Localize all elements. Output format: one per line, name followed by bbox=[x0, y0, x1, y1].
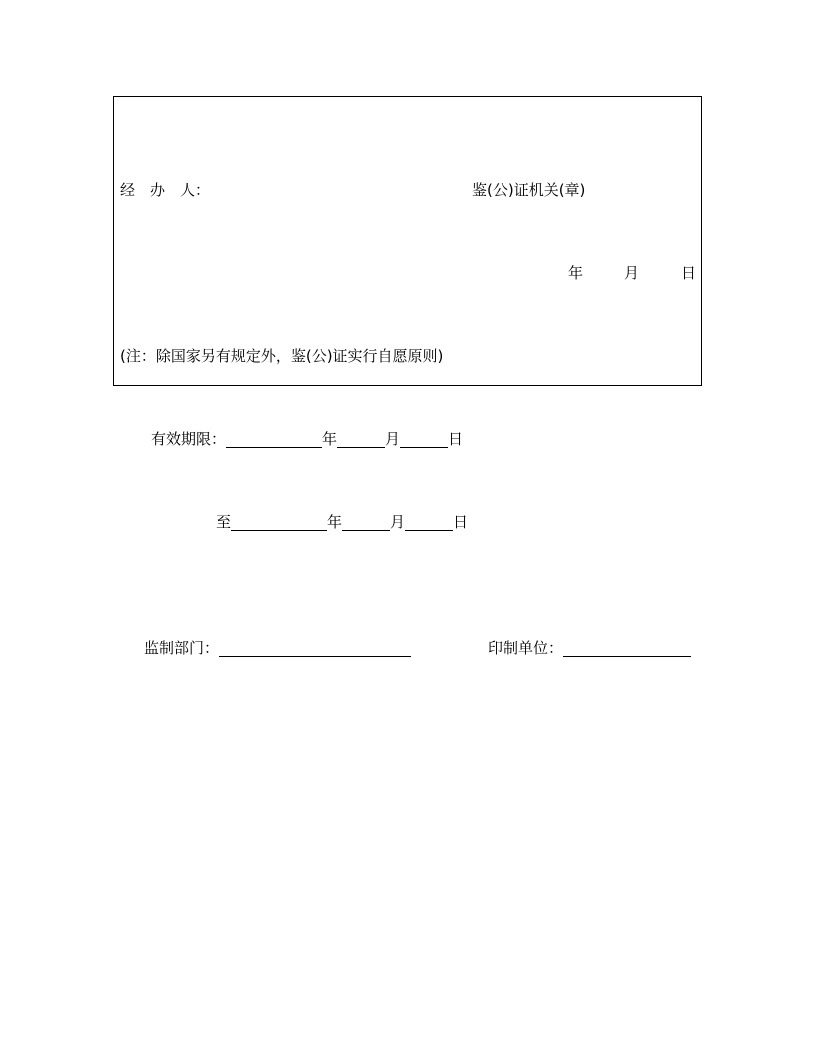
printer-label: 印制单位： bbox=[488, 639, 564, 657]
validity-to-label: 至 bbox=[216, 513, 232, 531]
supervisor-row bbox=[144, 639, 411, 657]
date-year-label: 年 bbox=[568, 264, 584, 282]
to-month-blank[interactable] bbox=[342, 516, 390, 531]
from-month-blank[interactable] bbox=[337, 433, 385, 448]
from-day-label: 日 bbox=[448, 430, 464, 448]
supervisor-blank[interactable] bbox=[219, 642, 411, 657]
to-day-blank[interactable] bbox=[405, 516, 453, 531]
note-text: (注：除国家另有规定外，鉴(公)证实行自愿原则) bbox=[120, 347, 444, 365]
to-year-blank[interactable] bbox=[231, 516, 327, 531]
printer-row bbox=[488, 639, 691, 657]
validity-from-row bbox=[151, 430, 463, 448]
from-year-blank[interactable] bbox=[226, 433, 322, 448]
from-year-label: 年 bbox=[322, 430, 338, 448]
to-year-label: 年 bbox=[327, 513, 343, 531]
certification-box bbox=[113, 96, 702, 386]
printer-blank[interactable] bbox=[563, 642, 691, 657]
to-day-label: 日 bbox=[453, 513, 469, 531]
from-month-label: 月 bbox=[385, 430, 401, 448]
from-day-blank[interactable] bbox=[400, 433, 448, 448]
to-month-label: 月 bbox=[390, 513, 406, 531]
authority-seal-label: 鉴(公)证机关(章) bbox=[472, 181, 586, 199]
validity-label: 有效期限： bbox=[151, 430, 227, 448]
supervisor-label: 监制部门： bbox=[144, 639, 220, 657]
handler-label: 经 办 人： bbox=[120, 181, 211, 199]
validity-to-row bbox=[216, 513, 468, 531]
date-month-label: 月 bbox=[624, 264, 640, 282]
date-day-label: 日 bbox=[681, 264, 697, 282]
